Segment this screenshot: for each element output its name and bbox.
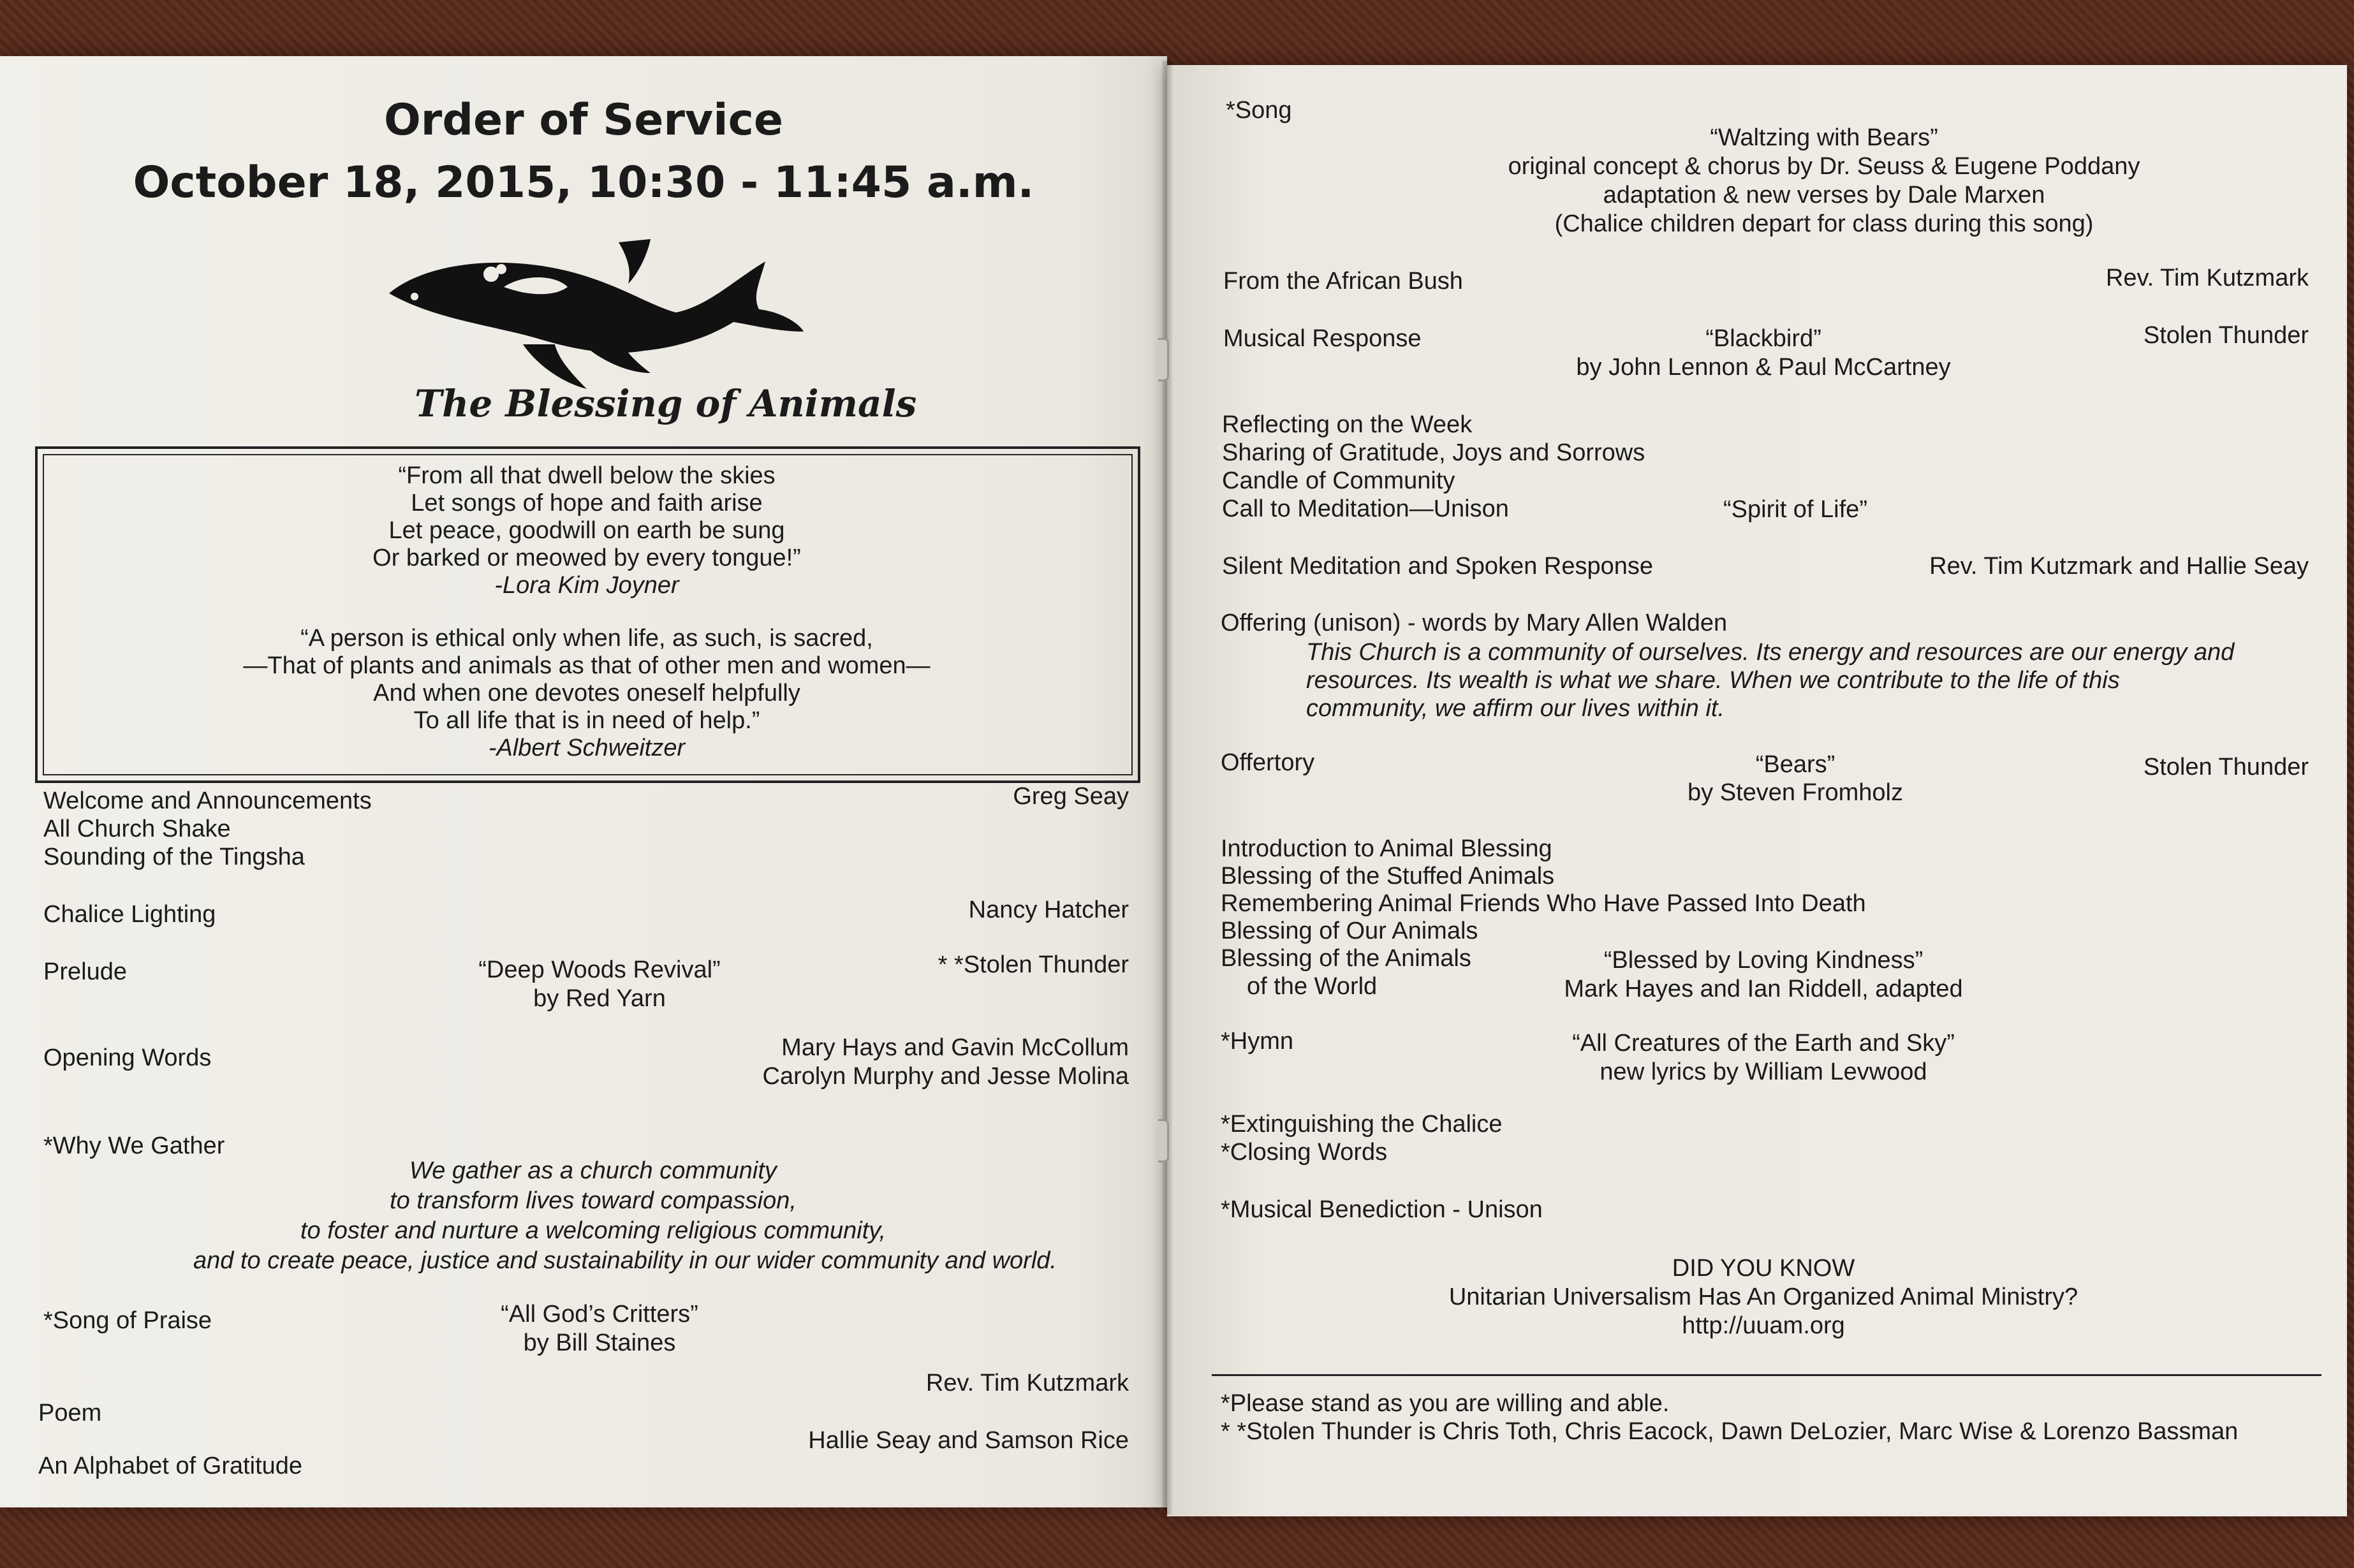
item-candle: Candle of Community <box>1222 467 1455 494</box>
item-blessing-world-2: of the World <box>1247 973 1378 1000</box>
quote1-line1: “From all that dwell below the skies <box>398 462 776 489</box>
item-closing-words: *Closing Words <box>1221 1139 1388 1166</box>
call-title: “Spirit of Life” <box>1723 496 1867 523</box>
why-line4: and to create peace, justice and sustainability in our wider community and world. <box>193 1247 1057 1274</box>
footnote-stolen-thunder: * *Stolen Thunder is Chris Toth, Chris Eacock, Dawn DeLozier, Marc Wise & Lorenzo Bassman <box>1221 1418 2239 1445</box>
chalice-person: Nancy Hatcher <box>968 897 1129 923</box>
why-line1: We gather as a church community <box>409 1157 777 1184</box>
quote1-line4: Or barked or meowed by every tongue!” <box>372 545 801 571</box>
quote1-line3: Let peace, goodwill on earth be sung <box>388 517 785 544</box>
song-credit-1: original concept & chorus by Dr. Seuss & Eugene Poddany <box>1508 153 2140 180</box>
offertory-performer: Stolen Thunder <box>2143 754 2309 780</box>
blessing-song: “Blessed by Loving Kindness” <box>1603 947 1924 974</box>
prelude-by: by Red Yarn <box>533 985 666 1012</box>
item-african-bush: From the African Bush <box>1223 268 1463 295</box>
item-opening-words: Opening Words <box>43 1044 212 1071</box>
item-remembering: Remembering Animal Friends Who Have Passed Into Death <box>1221 890 1866 917</box>
item-song-of-praise: *Song of Praise <box>43 1307 212 1334</box>
offering-line3: community, we affirm our lives within it. <box>1306 695 1725 722</box>
item-welcome: Welcome and Announcements <box>43 788 372 814</box>
item-benediction: *Musical Benediction - Unison <box>1221 1196 1543 1223</box>
staple-top <box>1158 338 1169 381</box>
praise-title: “All God’s Critters” <box>501 1301 698 1328</box>
service-date: October 18, 2015, 10:30 - 11:45 a.m. <box>133 158 1034 208</box>
alphabet-people: Hallie Seay and Samson Rice <box>808 1427 1129 1454</box>
item-silent-meditation: Silent Meditation and Spoken Response <box>1222 553 1654 580</box>
response-title: “Blackbird” <box>1705 325 1821 352</box>
booklet-gutter <box>1162 61 1172 1514</box>
opening-people-2: Carolyn Murphy and Jesse Molina <box>762 1063 1129 1090</box>
item-offertory: Offertory <box>1221 749 1315 776</box>
item-chalice-lighting: Chalice Lighting <box>43 901 216 928</box>
footnote-divider <box>1212 1374 2321 1376</box>
item-shake: All Church Shake <box>43 816 231 842</box>
logo-caption: The Blessing of Animals <box>415 382 917 425</box>
item-blessing-ours: Blessing of Our Animals <box>1221 918 1478 944</box>
quote1-author: -Lora Kim Joyner <box>494 572 679 599</box>
page-title: Order of Service <box>383 95 783 145</box>
item-blessing-stuffed: Blessing of the Stuffed Animals <box>1221 863 1555 890</box>
why-line3: to foster and nurture a welcoming religious community, <box>300 1217 886 1244</box>
song-title: “Waltzing with Bears” <box>1710 124 1938 151</box>
item-hymn: *Hymn <box>1221 1028 1294 1055</box>
footnote-stand: *Please stand as you are willing and able. <box>1221 1390 1670 1417</box>
item-poem: Poem <box>38 1400 102 1426</box>
blessing-song-by: Mark Hayes and Ian Riddell, adapted <box>1564 976 1963 1002</box>
offertory-by: by Steven Fromholz <box>1688 779 1903 806</box>
item-why-we-gather: *Why We Gather <box>43 1132 225 1159</box>
item-offering: Offering (unison) - words by Mary Allen Walden <box>1221 610 1728 636</box>
quote2-line2: —That of plants and animals as that of other men and women— <box>243 652 931 679</box>
item-tingsha: Sounding of the Tingsha <box>43 844 305 870</box>
welcome-person: Greg Seay <box>1013 783 1129 810</box>
hymn-by: new lyrics by William Levwood <box>1600 1059 1927 1085</box>
did-you-know: DID YOU KNOW <box>1672 1255 1855 1282</box>
item-musical-response: Musical Response <box>1223 325 1422 352</box>
offering-line2: resources. Its wealth is what we share. When we contribute to the life of this <box>1306 667 2120 694</box>
offertory-title: “Bears” <box>1755 751 1835 778</box>
quote2-line1: “A person is ethical only when life, as such, is sacred, <box>300 625 873 652</box>
response-by: by John Lennon & Paul McCartney <box>1576 354 1951 381</box>
item-sharing: Sharing of Gratitude, Joys and Sorrows <box>1222 439 1645 466</box>
prelude-performer: * *Stolen Thunder <box>938 951 1129 978</box>
response-performer: Stolen Thunder <box>2143 322 2309 349</box>
quote2-author: -Albert Schweitzer <box>488 735 686 761</box>
item-song: *Song <box>1226 97 1292 124</box>
offering-line1: This Church is a community of ourselves. Its energy and resources are our energy and <box>1306 639 2235 666</box>
african-person: Rev. Tim Kutzmark <box>2105 265 2309 291</box>
uuam-link[interactable]: http://uuam.org <box>1682 1312 1845 1339</box>
item-alphabet: An Alphabet of Gratitude <box>38 1453 303 1479</box>
item-intro-blessing: Introduction to Animal Blessing <box>1221 835 1552 862</box>
item-prelude: Prelude <box>43 958 127 985</box>
prelude-title: “Deep Woods Revival” <box>478 956 721 983</box>
praise-by: by Bill Staines <box>523 1330 676 1356</box>
poem-person: Rev. Tim Kutzmark <box>925 1370 1129 1396</box>
song-credit-2: adaptation & new verses by Dale Marxen <box>1603 182 2045 209</box>
quote2-line4: To all life that is in need of help.” <box>413 707 760 734</box>
quote1-line2: Let songs of hope and faith arise <box>411 490 763 517</box>
song-note: (Chalice children depart for class during this song) <box>1554 210 2094 237</box>
whale-dove-logo <box>376 236 810 402</box>
why-line2: to transform lives toward compassion, <box>390 1187 797 1214</box>
item-reflecting: Reflecting on the Week <box>1222 411 1473 438</box>
item-blessing-world: Blessing of the Animals <box>1221 945 1471 972</box>
quote2-line3: And when one devotes oneself helpfully <box>373 680 800 707</box>
staple-bottom <box>1158 1119 1169 1162</box>
item-extinguishing: *Extinguishing the Chalice <box>1221 1111 1503 1138</box>
opening-people-1: Mary Hays and Gavin McCollum <box>781 1034 1129 1061</box>
item-call-meditation: Call to Meditation—Unison <box>1222 495 1509 522</box>
hymn-title: “All Creatures of the Earth and Sky” <box>1572 1030 1955 1057</box>
ua-animal-ministry: Unitarian Universalism Has An Organized Animal Ministry? <box>1448 1284 2078 1310</box>
silent-people: Rev. Tim Kutzmark and Hallie Seay <box>1929 553 2309 580</box>
